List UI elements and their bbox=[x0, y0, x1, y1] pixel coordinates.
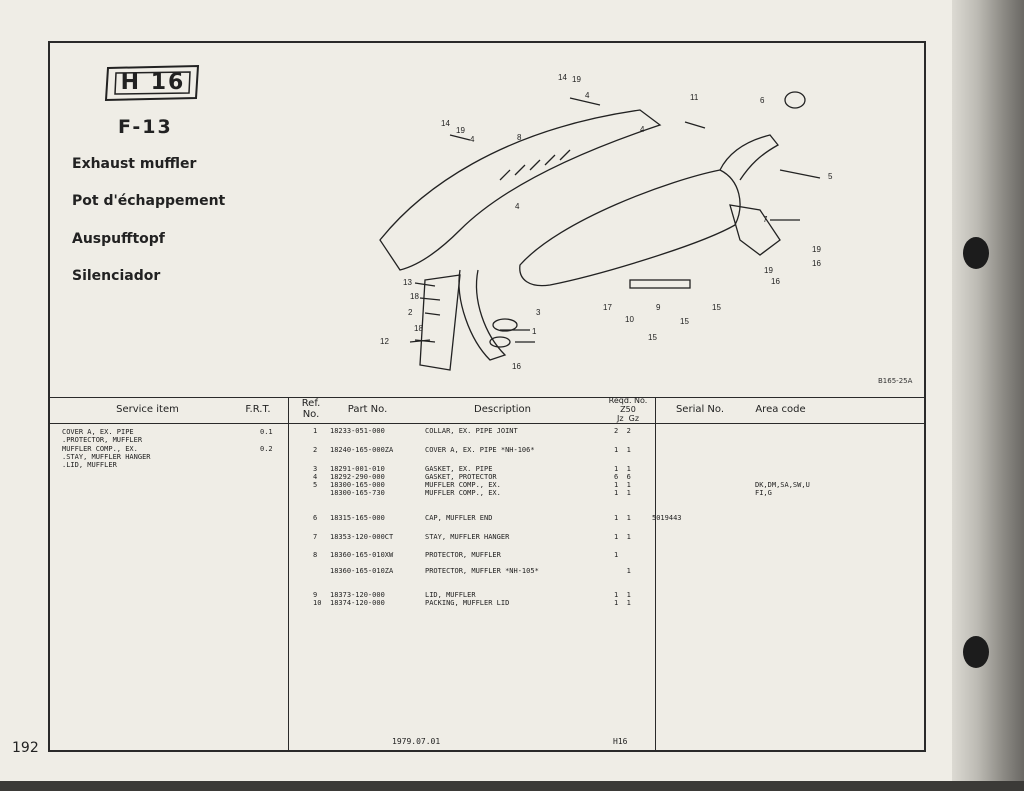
header-reqd-no: Reqd. No. Z50 Jz Gz bbox=[608, 396, 648, 423]
title-german: Auspufftopf bbox=[72, 231, 165, 247]
section-code: H 16 bbox=[120, 70, 186, 95]
callout: 17 bbox=[603, 303, 612, 312]
part-number: 18291-001-010 18292-290-000 18300-165-000 18300-165-730 bbox=[330, 465, 385, 497]
page-bottom-edge bbox=[0, 781, 1024, 791]
callout: 16 bbox=[771, 277, 780, 286]
header-description: Description bbox=[474, 404, 531, 415]
muffler-body bbox=[520, 170, 740, 286]
page-number: 192 bbox=[12, 740, 39, 756]
part-qty: 1 1 bbox=[614, 446, 631, 454]
header-serial-no: Serial No. bbox=[675, 404, 725, 415]
callout: 16 bbox=[512, 362, 521, 371]
muffler-hanger-stay bbox=[730, 205, 780, 255]
exploded-parts-diagram bbox=[340, 70, 840, 380]
header-ref-no: Ref. No. bbox=[301, 398, 321, 420]
part-ref: 1 bbox=[313, 427, 318, 435]
table-divider bbox=[288, 398, 289, 751]
callout: 13 bbox=[403, 278, 412, 287]
callout: 4 bbox=[640, 125, 645, 134]
part-ref: 6 bbox=[313, 514, 318, 522]
callout: 18 bbox=[414, 324, 423, 333]
part-number: 18233-051-000 bbox=[330, 427, 385, 435]
footer-code: H16 bbox=[613, 737, 628, 746]
service-item-text: COVER A, EX. PIPE .PROTECTOR, MUFFLER bbox=[62, 428, 143, 444]
part-ref: 2 bbox=[313, 446, 318, 454]
callout: 15 bbox=[712, 303, 721, 312]
table-divider bbox=[655, 398, 656, 751]
callout: 4 bbox=[585, 91, 590, 100]
callout: 16 bbox=[812, 259, 821, 268]
header-area-code: Area code bbox=[755, 404, 806, 415]
callout: 12 bbox=[380, 337, 389, 346]
title-french: Pot d'échappement bbox=[72, 193, 226, 209]
part-qty: 1 1 bbox=[614, 533, 631, 541]
part-description: GASKET, EX. PIPE GASKET, PROTECTOR MUFFLER COMP., EX. MUFFLER COMP., EX. bbox=[425, 465, 501, 497]
callout: 19 bbox=[572, 75, 581, 84]
part-qty: 1 1 1 1 bbox=[614, 591, 631, 607]
part-area-code: DK,DM,SA,SW,U FI,G bbox=[755, 481, 810, 497]
part-description: CAP, MUFFLER END bbox=[425, 514, 493, 522]
part-number: 18240-165-000ZA bbox=[330, 446, 394, 454]
title-english: Exhaust muffler bbox=[72, 156, 197, 172]
section-code-badge bbox=[104, 64, 202, 102]
callout: 5 bbox=[828, 172, 833, 181]
header-part-no: Part No. bbox=[347, 404, 388, 415]
muffler-end-cap bbox=[785, 92, 805, 108]
part-qty: 1 1 bbox=[614, 551, 631, 575]
part-qty: 1 1 bbox=[614, 514, 631, 522]
title-spanish: Silenciador bbox=[72, 268, 161, 284]
callout: 14 bbox=[558, 73, 567, 82]
callout: 1 bbox=[532, 327, 537, 336]
callout: 15 bbox=[680, 317, 689, 326]
service-item-frt: 0.2 bbox=[260, 445, 273, 453]
part-description: COVER A, EX. PIPE *NH-106* bbox=[425, 446, 535, 454]
callout: 19 bbox=[812, 245, 821, 254]
part-ref: 8 bbox=[313, 551, 318, 559]
binder-hole bbox=[963, 636, 989, 668]
part-qty: 2 2 bbox=[614, 427, 631, 435]
diagram-code: B165-25A bbox=[878, 377, 913, 385]
callout: 8 bbox=[517, 133, 522, 142]
callout: 19 bbox=[764, 266, 773, 275]
part-qty: 1 1 6 6 1 1 1 1 bbox=[614, 465, 631, 497]
exhaust-pipe-cover bbox=[420, 275, 460, 370]
service-item-frt: 0.1 bbox=[260, 428, 273, 436]
service-item-text: MUFFLER COMP., EX. .STAY, MUFFLER HANGER .LID, MUFFLER bbox=[62, 445, 151, 469]
callout: 3 bbox=[536, 308, 541, 317]
callout: 6 bbox=[760, 96, 765, 105]
callout: 4 bbox=[470, 135, 475, 144]
part-serial: 5019443 bbox=[652, 514, 682, 522]
muffler-lid bbox=[630, 280, 690, 288]
table-header-rule bbox=[49, 423, 925, 424]
part-ref: 9 10 bbox=[313, 591, 322, 607]
part-description: STAY, MUFFLER HANGER bbox=[425, 533, 510, 541]
callout: 9 bbox=[656, 303, 661, 312]
part-number: 18373-120-000 18374-120-000 bbox=[330, 591, 385, 607]
part-description: PROTECTOR, MUFFLER PROTECTOR, MUFFLER *NH-105* bbox=[425, 551, 539, 575]
page-right-edge bbox=[952, 0, 1024, 791]
callout: 4 bbox=[515, 202, 520, 211]
part-number: 18353-120-000CT bbox=[330, 533, 394, 541]
callout: 7 bbox=[763, 215, 768, 224]
table-top-rule bbox=[49, 397, 925, 398]
figure-code: F-13 bbox=[118, 116, 173, 138]
header-service-item: Service item bbox=[116, 404, 179, 415]
callout: 15 bbox=[648, 333, 657, 342]
callout: 18 bbox=[410, 292, 419, 301]
callout: 11 bbox=[690, 93, 699, 102]
footer-date: 1979.07.01 bbox=[392, 737, 441, 746]
part-description: COLLAR, EX. PIPE JOINT bbox=[425, 427, 518, 435]
binder-hole bbox=[963, 237, 989, 269]
part-number: 18360-165-010XW 18360-165-010ZA bbox=[330, 551, 394, 575]
part-description: LID, MUFFLER PACKING, MUFFLER LID bbox=[425, 591, 510, 607]
callout: 10 bbox=[625, 315, 634, 324]
callout: 19 bbox=[456, 126, 465, 135]
part-number: 18315-165-000 bbox=[330, 514, 385, 522]
part-ref: 7 bbox=[313, 533, 318, 541]
header-frt: F.R.T. bbox=[245, 404, 271, 415]
callout: 14 bbox=[441, 119, 450, 128]
part-ref: 3 4 5 bbox=[313, 465, 318, 489]
callout: 2 bbox=[408, 308, 413, 317]
